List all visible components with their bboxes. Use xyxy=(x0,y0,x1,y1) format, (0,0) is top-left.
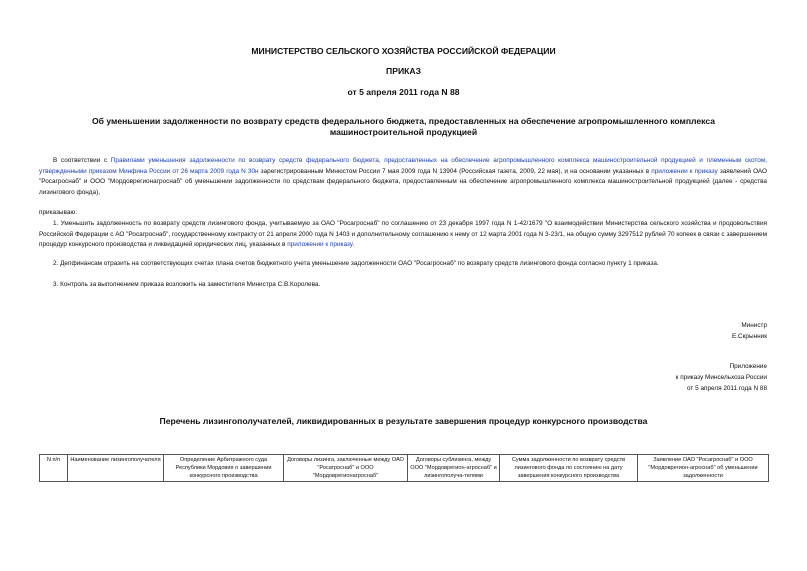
col-header-subleasing-contracts: Договоры сублизинга, между ООО "Мордоврегион-агроснаб" и лизингополуча-телями xyxy=(408,455,500,482)
order-word: приказываю: xyxy=(39,209,77,216)
appendix-link[interactable]: приложении к приказу xyxy=(651,167,718,175)
preamble-text-3: заявлений ОАО "Росагроснаб" и ООО "Мордоврегионагроснаб" об уменьшении задолженности по средствам федерального бюджета, предоставленным на обеспечение агропромышленного комплекса машиностроительной продукцией (далее - средства лизингового фонда), xyxy=(39,167,767,196)
col-header-lessee: Наименование лизингополучателя xyxy=(68,455,164,482)
item-1-text: 1. Уменьшить задолженность по возврату средств лизингового фонда, учитываемую за ОАО "Росагроснаб" по соглашению от 23 декабря 1997 года N 1-42/1679 "О взаимодействии Министерства сельского хозяйства и продовольствия Российской Федерации с АО "Росагроснаб", государственному контракту от 21 апреля 2000 года N 1403 и дополнительному соглашению к нему от 12 марта 2001 года N 3-23/1, на общую сумму 3297512 рублей 70 копеек в связи с завершением процедур конкурсного производства и ликвидацией юридических лиц, указанных в xyxy=(39,220,767,248)
preamble-paragraph xyxy=(39,156,767,198)
preamble-text-2: зарегистрированным Минюстом России 7 мая 2009 года N 13904 (Российская газета, 2009, 22 мая), и на основании указанных в xyxy=(258,167,652,175)
col-header-leasing-contracts: Договоры лизинга, заключенные между ОАО "Росагроснаб" и ООО "Мордоврегионагроснаб" xyxy=(284,455,408,482)
list-title: Перечень лизингополучателей, ликвидированных в результате завершения процедур конкурсного производства xyxy=(159,416,648,426)
col-header-statement: Заявление ОАО "Росагроснаб" и ООО "Мордоврегион-агроснаб" об уменьшении задолженности xyxy=(638,455,769,482)
item-1-appendix-link[interactable]: приложении к приказу xyxy=(287,241,353,248)
ministry-name: МИНИСТЕРСТВО СЕЛЬСКОГО ХОЗЯЙСТВА РОССИЙСКОЙ ФЕДЕРАЦИИ xyxy=(251,46,556,56)
document-date-number: от 5 апреля 2011 года N 88 xyxy=(347,87,460,97)
order-item-2: 2. Депфинансам отразить на соответствующих счетах плана счетов бюджетного учета уменьшение задолженности ОАО "Росагроснаб" по возврату средств лизингового фонда согласно пункту 1 приказа. xyxy=(53,260,659,267)
document-title: Об уменьшении задолженности по возврату средств федерального бюджета, предоставленных на обеспечение агропромышленного комплекса машиностроительной продукцией xyxy=(91,116,716,137)
preamble-text-1: В соответствии с xyxy=(53,157,111,164)
document-type: ПРИКАЗ xyxy=(386,66,421,76)
table-header-row xyxy=(40,455,769,482)
lessees-table xyxy=(39,454,769,482)
appendix-order-date: от 5 апреля 2011 года N 88 xyxy=(687,385,767,392)
col-header-number: N п/п xyxy=(40,455,68,482)
col-header-debt-amount: Сумма задолженности по возврату средств лизингового фонда по состоянию на дату завершения конкурсного производства xyxy=(500,455,638,482)
appendix-order-ref: к приказу Минсельхоза России xyxy=(675,374,767,381)
order-item-3: 3. Контроль за выполнением приказа возложить на заместителя Министра С.В.Королева. xyxy=(53,281,321,288)
order-item-1 xyxy=(39,219,767,251)
signature-position: Министр xyxy=(741,322,767,329)
appendix-label: Приложение xyxy=(729,363,767,370)
signature-name: Е.Скрынник xyxy=(731,333,767,340)
rules-link[interactable]: Правилами уменьшения задолженности по возврату средств федерального бюджета, предоставленных на обеспечение агропромышленного комплекса машиностроительной продукцией и племенным скотом, утвержденными приказом Минфина России от 26 марта 2009 года N 30н xyxy=(39,157,767,175)
item-1-end: . xyxy=(352,241,355,248)
col-header-court-ruling: Определение Арбитражного суда Республики Мордовия о завершении конкурсного производства xyxy=(164,455,284,482)
